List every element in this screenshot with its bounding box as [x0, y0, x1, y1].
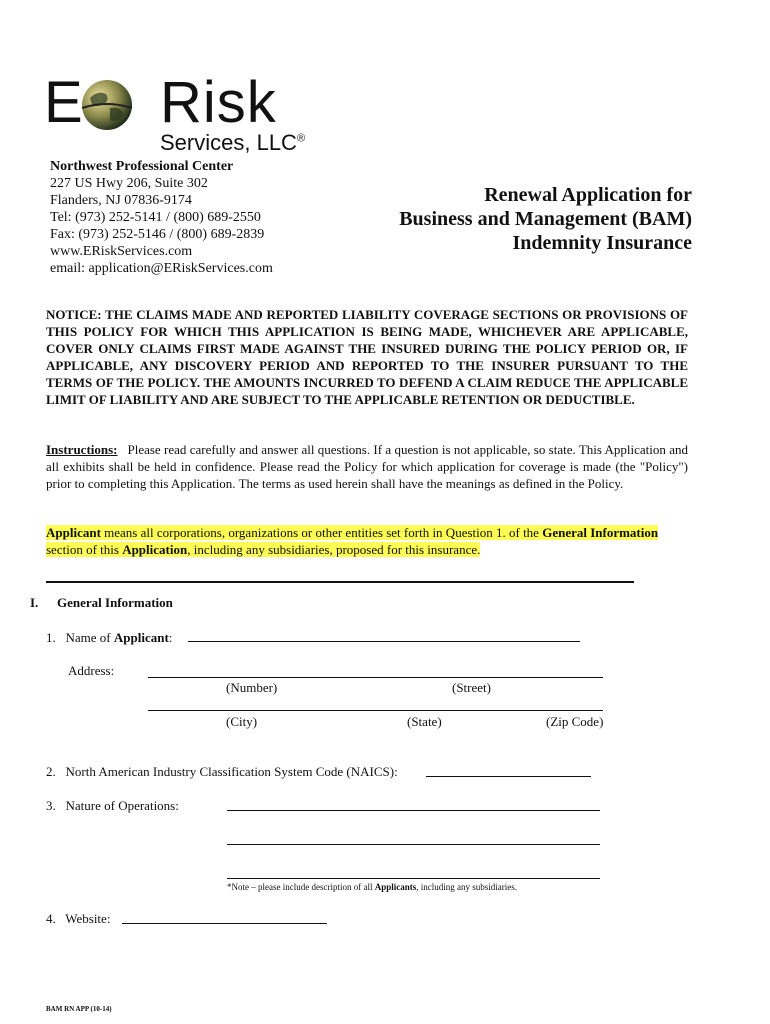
address-fax: Fax: (973) 252-5146 / (800) 689-2839 — [50, 227, 265, 242]
logo-word-risk: Risk — [160, 70, 277, 135]
q4-label — [46, 911, 110, 927]
instructions-paragraph — [46, 441, 688, 492]
definition-part-2: section of this — [46, 542, 123, 557]
caption-city: (City) — [226, 714, 258, 729]
notice-paragraph: NOTICE: THE CLAIMS MADE AND REPORTED LIABILITY COVERAGE SECTIONS OR PROVISIONS OF THIS POLICY FOR WHICH THIS APPLICATION IS BEING MADE, WHICHEVER ARE APPLICABLE, COVER ONLY CLAIMS FIRST MADE AGAINST THE INSURED DURING THE POLICY PERIOD OR, IF APPLICABLE, ANY DISCOVERY PERIOD AND REPORTED TO THE INSURER PURSUANT TO THE TERMS OF THE POLICY. THE AMOUNTS INCURRED TO DEFEND A CLAIM REDUCE THE APPLICABLE LIMIT OF LIABILITY AND ARE SUBJECT TO THE APPLICABLE RETENTION OR DEDUCTIBLE. — [46, 307, 688, 407]
definition-general-information: General Information — [542, 525, 659, 540]
globe-icon — [80, 78, 134, 132]
caption-zip: (Zip Code) — [546, 714, 604, 729]
document-title — [399, 183, 692, 255]
q1-label-prefix: Name of — [65, 630, 114, 645]
instructions-label: Instructions: — [46, 442, 118, 457]
q3-note-suffix: , including any subsidiaries. — [416, 882, 517, 892]
caption-street: (Street) — [452, 680, 491, 695]
q2-number: 2. — [46, 764, 56, 779]
section-heading — [30, 595, 173, 611]
definition-applicant: Applicant — [46, 525, 101, 540]
q2-label — [46, 764, 398, 780]
title-line-3: Indemnity Insurance — [512, 232, 692, 254]
nature-of-operations-field-1[interactable] — [227, 810, 600, 811]
website-field[interactable] — [122, 923, 327, 924]
title-line-1: Renewal Application for — [484, 184, 692, 206]
section-divider — [46, 581, 634, 583]
address-line-3: Flanders, NJ 07836-9174 — [50, 193, 192, 208]
caption-state: (State) — [407, 714, 442, 729]
q4-label-text: Website: — [65, 911, 111, 926]
q3-number: 3. — [46, 798, 56, 813]
q3-note-bold: Applicants — [374, 882, 417, 892]
applicant-name-field[interactable] — [188, 641, 580, 642]
q4-number: 4. — [46, 911, 56, 926]
q3-note — [227, 882, 517, 892]
q1-label-bold: Applicant — [113, 630, 169, 645]
address-phone: Tel: (973) 252-5141 / (800) 689-2550 — [50, 210, 261, 225]
q2-label-text: North American Industry Classification System Code (NAICS): — [65, 764, 398, 779]
definition-part-1: means all corporations, organizations or other entities set forth in Question 1. of the — [100, 525, 543, 540]
applicant-definition — [46, 524, 690, 558]
registered-mark: ® — [296, 132, 306, 145]
logo-services — [160, 130, 305, 156]
address-number-street-field[interactable] — [148, 677, 603, 678]
company-address — [50, 158, 273, 277]
naics-field[interactable] — [426, 776, 591, 777]
address-website: www.ERiskServices.com — [50, 244, 193, 259]
address-line-1: Northwest Professional Center — [50, 159, 234, 174]
q1-number: 1. — [46, 630, 56, 645]
section-title: General Information — [57, 595, 173, 610]
nature-of-operations-field-2[interactable] — [227, 844, 600, 845]
definition-part-3: , including any subsidiaries, proposed for this insurance. — [187, 542, 481, 557]
instructions-text: Please read carefully and answer all questions. If a question is not applicable, so state. This Application and all exhibits shall be held in confidence. Please read the Policy for which application for coverage is made (the "Policy") prior to completing this Application. The terms as used herein shall have the meanings as defined in the Policy. — [46, 442, 688, 491]
definition-application: Application — [122, 542, 188, 557]
title-line-2: Business and Management (BAM) — [399, 208, 692, 230]
nature-of-operations-field-3[interactable] — [227, 878, 600, 879]
logo-services-text: Services, LLC — [160, 130, 297, 155]
section-number: I. — [30, 595, 39, 610]
address-email: email: application@ERiskServices.com — [50, 261, 273, 276]
address-city-state-zip-field[interactable] — [148, 710, 603, 711]
q3-label — [46, 798, 179, 814]
address-line-2: 227 US Hwy 206, Suite 302 — [50, 176, 208, 191]
address-label: Address: — [68, 663, 115, 678]
caption-number: (Number) — [226, 680, 278, 695]
form-code-footer: BAM RN APP (10-14) — [46, 1005, 112, 1013]
q3-label-text: Nature of Operations: — [65, 798, 179, 813]
q3-note-prefix: *Note – please include description of all — [227, 882, 375, 892]
logo-letter-e: E — [44, 70, 82, 135]
q1-label-suffix: : — [168, 630, 173, 645]
q1-label — [46, 630, 172, 646]
